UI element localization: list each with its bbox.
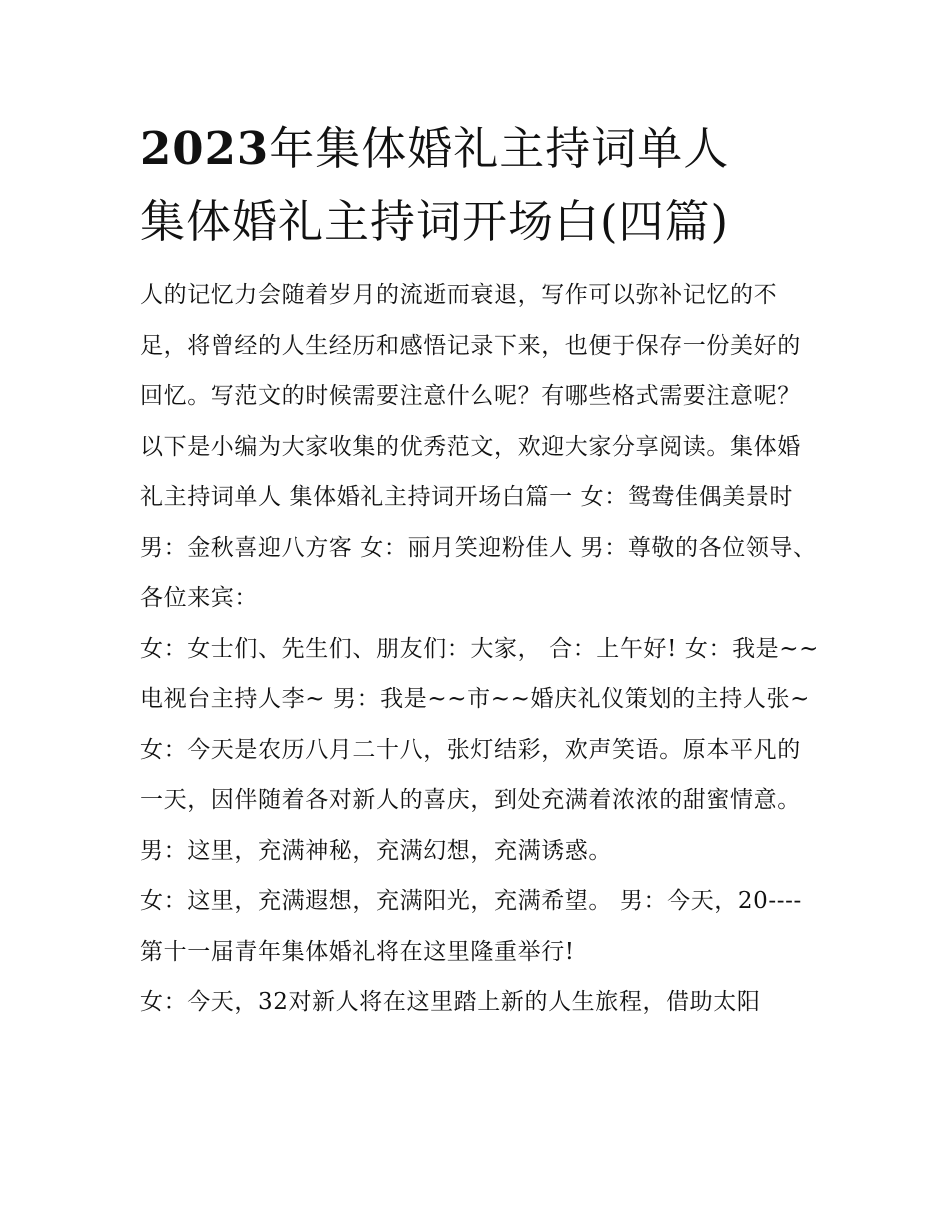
document-page [140,112,820,1028]
paragraph-5: 女：今天，32对新人将在这里踏上新的人生旅程，借助太阳 [140,989,761,1015]
paragraph-intro: 人的记忆力会随着岁月的流逝而衰退，写作可以弥补记忆的不足，将曾经的人生经历和感悟记录下来，也便于保存一份美好的回忆。写范文的时候需要注意什么呢？有哪些格式需要注意呢？以下是小编为大家收集的优秀范文，欢迎大家分享阅读。集体婚礼主持词单人 集体婚礼主持词开场白篇一 女：鸳鸯佳偶美景时 男：金秋喜迎八方客 女：丽月笑迎粉佳人 男：尊敬的各位领导、各位来宾： [140,282,817,611]
document-body [140,270,820,1028]
paragraph-2: 女：女士们、先生们、朋友们：大家， 合：上午好! 女：我是~~电视台主持人李~ 男：我是~~市~~婚庆礼仪策划的主持人张~ [140,635,820,712]
paragraph-3: 女：今天是农历八月二十八，张灯结彩，欢声笑语。原本平凡的一天，因伴随着各对新人的喜庆，到处充满着浓浓的甜蜜情意。 男：这里，充满神秘，充满幻想，充满诱惑。 [140,736,801,864]
title-line-1 [140,112,820,185]
title-year: 2023 [140,122,270,175]
title-line-1-text: 年集体婚礼主持词单人 [269,122,730,175]
document-title [140,112,820,258]
paragraph-4: 女：这里，充满遐想，充满阳光，充满希望。 男：今天，20----第十一届青年集体婚礼将在这里隆重举行! [140,888,802,965]
title-line-2: 集体婚礼主持词开场白(四篇) [140,195,730,248]
